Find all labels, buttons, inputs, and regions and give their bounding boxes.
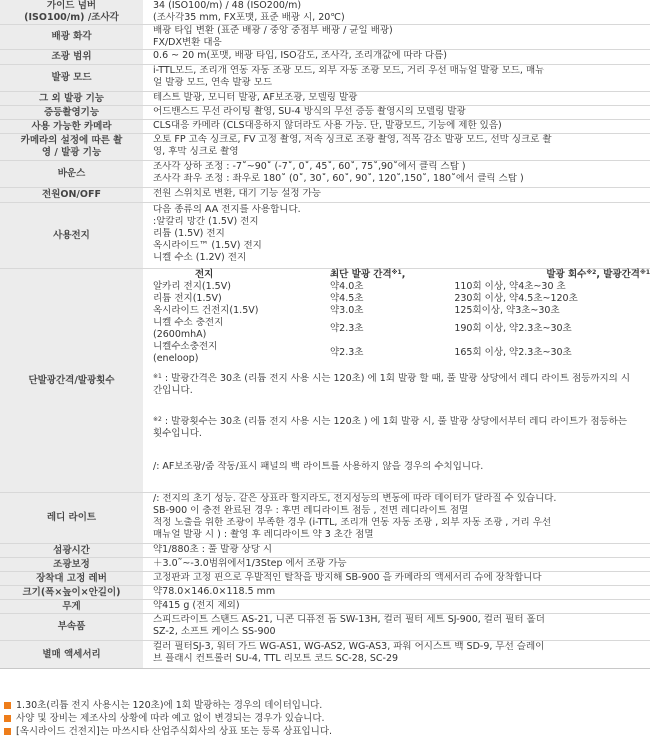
footnote-mark: ※1 — [391, 269, 402, 276]
spec-row-bounce — [0, 161, 650, 188]
label-text: 전원ON/OFF — [42, 189, 101, 200]
footnotes — [4, 699, 650, 738]
battery-name-line: (eneloop) — [153, 353, 199, 364]
value-line: 영, 후막 싱크로 촬영 — [153, 146, 239, 157]
label-text: 가이드 넘버 (ISO100/m) /조사각 — [24, 0, 119, 23]
spec-value — [143, 50, 650, 64]
header-text: 전지 — [195, 269, 214, 280]
value-line: 오토 FP 고속 싱크로, FV 고정 촬영, 저속 싱크로 조광 촬영, 적목 감소 발광 모드, 선막 싱크로 촬 — [153, 134, 552, 145]
spec-label — [0, 544, 143, 557]
battery-name: 리튬 전지(1.5V) — [153, 293, 222, 304]
label-text: 사용전지 — [53, 229, 90, 241]
battery-row — [153, 341, 650, 365]
spec-value — [143, 134, 650, 160]
value-line: :알칼리 망간 (1.5V) 전지 — [153, 216, 259, 227]
spec-row-compensation — [0, 558, 650, 572]
value-line: i-TTL모드, 조리개 연동 자동 조광 모드, 외부 자동 조광 모드, 거리 우선 매뉴얼 발광 모드, 매뉴 — [153, 65, 545, 76]
value-line: 전원 스위치로 변환, 대기 기능 설정 가능 — [153, 188, 321, 199]
spec-value — [143, 614, 650, 640]
battery-row — [153, 281, 650, 293]
label-text: 증등촬영기능 — [43, 106, 100, 118]
footnote-item — [4, 725, 650, 738]
value-line: ＋3.0˜~-3.0범위에서1/3Step 에서 조광 가능 — [153, 558, 347, 569]
spec-row-accessories — [0, 614, 650, 641]
value-line: 배광 타입 변환 (표준 배광 / 중앙 중점부 배광 / 균일 배광) — [153, 25, 393, 36]
spec-label — [0, 641, 143, 668]
spec-label — [0, 120, 143, 133]
battery-interval: 약2.3초 — [329, 323, 364, 334]
battery-name: 옥시라이드 건전지(1.5V) — [153, 305, 259, 316]
spec-row-power-source — [0, 203, 650, 269]
spec-label — [0, 161, 143, 187]
value-line: SZ-2, 소프트 케이스 SS-900 — [153, 626, 276, 637]
value-line: 니켈 수소 (1.2V) 전지 — [153, 252, 247, 263]
spec-label — [0, 65, 143, 91]
spec-label — [0, 92, 143, 105]
label-text: 바운스 — [57, 168, 86, 179]
label-text: 레디 라이트 — [46, 512, 97, 523]
spec-row-weight — [0, 600, 650, 614]
battery-name-line: (2600mhA) — [153, 329, 207, 340]
battery-count: 190회 이상, 약2.3초~30초 — [454, 323, 572, 334]
battery-count: 230회 이상, 약4.5초~120초 — [454, 293, 578, 304]
spec-value — [143, 188, 650, 202]
battery-count: 110회 이상, 약4초~30 초 — [454, 281, 566, 292]
value-line: 컬러 필터SJ-3, 워터 가드 WG-AS1, WG-AS2, WG-AS3, 파워 어시스트 백 SD-9, 무선 슬레이 — [153, 641, 545, 652]
value-line: 스피드라이트 스탠드 AS-21, 니콘 디퓨전 돔 SW-13H, 컬러 필터 세트 SJ-900, 컬러 필터 홀더 — [153, 614, 545, 625]
spec-row-flash-duration — [0, 544, 650, 558]
note-text: : 발광간격은 30초 (리튬 전지 사용 시는 120초) 에 1회 발광 할 때, 풀 발광 상당에서 레디 라이트 점등까지의 시간입니다. — [153, 373, 631, 396]
spec-label — [0, 269, 143, 492]
header-text: 최단 발광 간격 — [329, 269, 392, 280]
header-battery — [153, 269, 330, 281]
spec-label — [0, 0, 143, 24]
value-line: 다음 종류의 AA 전지를 사용합니다. — [153, 204, 301, 215]
spec-label — [0, 558, 143, 571]
label-text: 배광 화각 — [51, 31, 92, 42]
label-text: 장착대 고정 레버 — [36, 572, 107, 584]
label-text: 크기(폭×높이×안길이) — [22, 586, 121, 598]
value-line: 약1/880초 : 풀 발광 상당 시 — [153, 544, 273, 555]
value-line: 고정판과 고정 핀으로 우발적인 탈착을 방지해 SB-900 을 카메라의 액세서리 슈에 장착합니다 — [153, 572, 542, 583]
header-interval: 최단 발광 간격$^{※1}$, — [329, 269, 406, 280]
spec-row-guide-number — [0, 0, 650, 25]
value-line: 테스트 발광, 모니터 발광, AF보조광, 모델링 발광 — [153, 92, 358, 103]
battery-table-header — [153, 269, 650, 281]
battery-row — [153, 305, 650, 317]
battery-count: 125회이상, 약3초~30초 — [454, 305, 560, 316]
value-line: 적정 노출을 위한 조광이 부족한 경우 (i-TTL, 조리개 연동 자동 조광 , 외부 자동 조광 , 거리 우선 — [153, 517, 552, 528]
battery-row — [153, 317, 650, 341]
spec-value — [143, 600, 650, 613]
spec-value — [143, 120, 650, 133]
footnote-mark: ※1 — [639, 269, 650, 276]
spec-label — [0, 203, 143, 268]
spec-value — [143, 641, 650, 668]
spec-value — [143, 65, 650, 91]
value-line: 리튬 (1.5V) 전지 — [153, 228, 225, 239]
spec-value — [143, 572, 650, 585]
spec-row-optional-accessories — [0, 641, 650, 669]
battery-table — [153, 269, 650, 365]
value-line: 조사각 상하 조정 : -7˚~90˚ (-7˚, 0˚, 45˚, 60˚, 75˚,90˚에서 클릭 스탑 ) — [153, 161, 466, 172]
spec-value — [143, 92, 650, 105]
label-text: 발광 모드 — [51, 72, 92, 83]
spec-label — [0, 600, 143, 613]
value-line: CLS대응 카메라 (CLS대응하지 않더라도 사용 가능. 단, 발광모드, 기능에 제한 있음) — [153, 120, 502, 131]
spec-label — [0, 586, 143, 599]
spec-row-coverage — [0, 25, 650, 50]
orange-bullet-icon — [4, 715, 11, 722]
footnote-mark: ※2 — [586, 269, 597, 276]
battery-row — [153, 293, 650, 305]
spec-label — [0, 134, 143, 160]
header-count: 발광 회수$^{※2}$, 발광간격$^{※1}$ — [546, 269, 650, 280]
label-text: 부속품 — [57, 621, 86, 632]
spec-row-mounting-lever — [0, 572, 650, 586]
spec-row-dimensions — [0, 586, 650, 600]
battery-interval: 약2.3초 — [329, 347, 364, 358]
spec-label — [0, 188, 143, 202]
note-text: : 발광횟수는 30초 (리튬 전지 사용 시는 120초 ) 에 1회 발광 시, 풀 발광 상당에서부터 레디 라이트가 점등하는 횟수입니다. — [153, 416, 628, 439]
value-line: 브 플래시 컨트롤러 SU-4, TTL 리모트 코드 SC-28, SC-29 — [153, 653, 399, 664]
value-line: 약415 g (전지 제외) — [153, 600, 240, 611]
spec-row-flash-interval — [0, 269, 650, 493]
battery-count: 165회 이상, 약2.3초~30초 — [454, 347, 572, 358]
battery-name-line: 니켈 수소 충전지 — [153, 317, 224, 328]
note-2 — [153, 416, 638, 440]
label-text: 그 외 발광 기능 — [39, 92, 104, 104]
label-text: 섬광시간 — [53, 544, 90, 556]
label-text: 무게 — [62, 600, 81, 612]
value-line: SB-900 이 충전 완료된 경우 : 후면 레디라이트 점등 , 전면 레디라이트 점멸 — [153, 505, 469, 516]
spec-value — [143, 0, 650, 24]
note-3: /: AF보조광/줌 작동/표시 패널의 백 라이트를 사용하지 않을 경우의 수치입니다. — [153, 461, 484, 472]
spec-label — [0, 493, 143, 543]
header-text: 발광간격 — [603, 269, 640, 280]
spec-value — [143, 544, 650, 557]
value-line: 조사각 좌우 조정 : 좌우로 180˚ (0˚, 30˚, 60˚, 90˚, 120˚,150˚, 180˚에서 클릭 스탑 ) — [153, 173, 524, 184]
label-text: 조광 범위 — [51, 51, 92, 62]
battery-name — [153, 317, 330, 341]
spec-value — [143, 161, 650, 187]
label-text: 단발광간격/발광횟수 — [28, 374, 115, 386]
value-line: 매뉴얼 발광 시 ) : 촬영 후 레디라이트 약 3 초간 점멸 — [153, 529, 374, 540]
footnote-text: 1.30초(리튬 전지 사용시는 120초)에 1회 발광하는 경우의 데이터입니다. — [16, 700, 323, 711]
value-line: 34 (ISO100/m) / 48 (ISO200/m) — [153, 0, 302, 11]
spec-value — [143, 106, 650, 119]
value-line: 어드밴스드 무선 라이팅 촬영, SU-4 방식의 무선 증등 촬영시의 모델링 발광 — [153, 106, 466, 117]
battery-name: 알카리 전지(1.5V) — [153, 281, 231, 292]
footnote-item — [4, 712, 650, 725]
spec-row-power-switch — [0, 188, 650, 203]
label-text: 사용 가능한 카메라 — [31, 120, 112, 132]
note-1 — [153, 373, 638, 397]
spec-row-flash-mode — [0, 65, 650, 92]
orange-bullet-icon — [4, 728, 11, 735]
battery-interval: 약3.0초 — [329, 305, 364, 316]
value-line: /: 전지의 초기 성능. 같은 상표라 할지라도, 전지성능의 변동에 따라 데이터가 달라질 수 있습니다. — [153, 493, 557, 504]
battery-interval: 약4.0초 — [329, 281, 364, 292]
battery-name — [153, 341, 330, 365]
spec-label — [0, 50, 143, 64]
value-line: 약78.0×146.0×118.5 mm — [153, 586, 276, 597]
value-line: 0.6 ~ 20 m(포맷, 배광 타입, ISO감도, 조사각, 조리개값에 따라 다름) — [153, 50, 447, 61]
spec-row-cameras — [0, 120, 650, 134]
spec-value — [143, 25, 650, 49]
spec-value — [143, 558, 650, 571]
spec-value — [143, 586, 650, 599]
footnote-mark: ※1 — [153, 373, 162, 380]
spec-row-camera-settings — [0, 134, 650, 161]
spec-row-multi-flash — [0, 106, 650, 120]
spec-label — [0, 106, 143, 119]
spec-row-other-functions — [0, 92, 650, 106]
value-line: 얼 발광 모드, 연속 발광 모드 — [153, 77, 273, 88]
spec-label — [0, 572, 143, 585]
label-text: 조광보정 — [53, 558, 90, 570]
label-text: 별매 액세서리 — [42, 648, 101, 660]
spec-value — [143, 269, 650, 492]
footnote-item — [4, 699, 650, 712]
footnote-text: 사양 및 장비는 제조사의 상황에 따라 예고 없이 변경되는 경우가 있습니다. — [16, 713, 325, 724]
label-text: 카메라의 설정에 따른 촬 영 / 발광 기능 — [20, 135, 123, 158]
footnote-text: [옥시라이드 건전지]는 마쓰시타 산업주식회사의 상표 또는 등록 상표입니다. — [16, 726, 333, 737]
header-text: 발광 회수 — [546, 269, 587, 280]
value-line: 옥시라이드™ (1.5V) 전지 — [153, 240, 262, 251]
battery-interval: 약4.5초 — [329, 293, 364, 304]
orange-bullet-icon — [4, 702, 11, 709]
value-line: FX/DX변환 대응 — [153, 37, 222, 48]
spec-label — [0, 614, 143, 640]
spec-value — [143, 493, 650, 543]
value-line: (조사각35 mm, FX포맷, 표준 배광 시, 20℃) — [153, 12, 345, 23]
footnote-mark: ※2 — [153, 416, 162, 423]
battery-name-line: 니켈수소충전지 — [153, 341, 218, 352]
spec-row-range — [0, 50, 650, 65]
spec-label — [0, 25, 143, 49]
spec-value — [143, 203, 650, 268]
spec-row-ready-light — [0, 493, 650, 544]
